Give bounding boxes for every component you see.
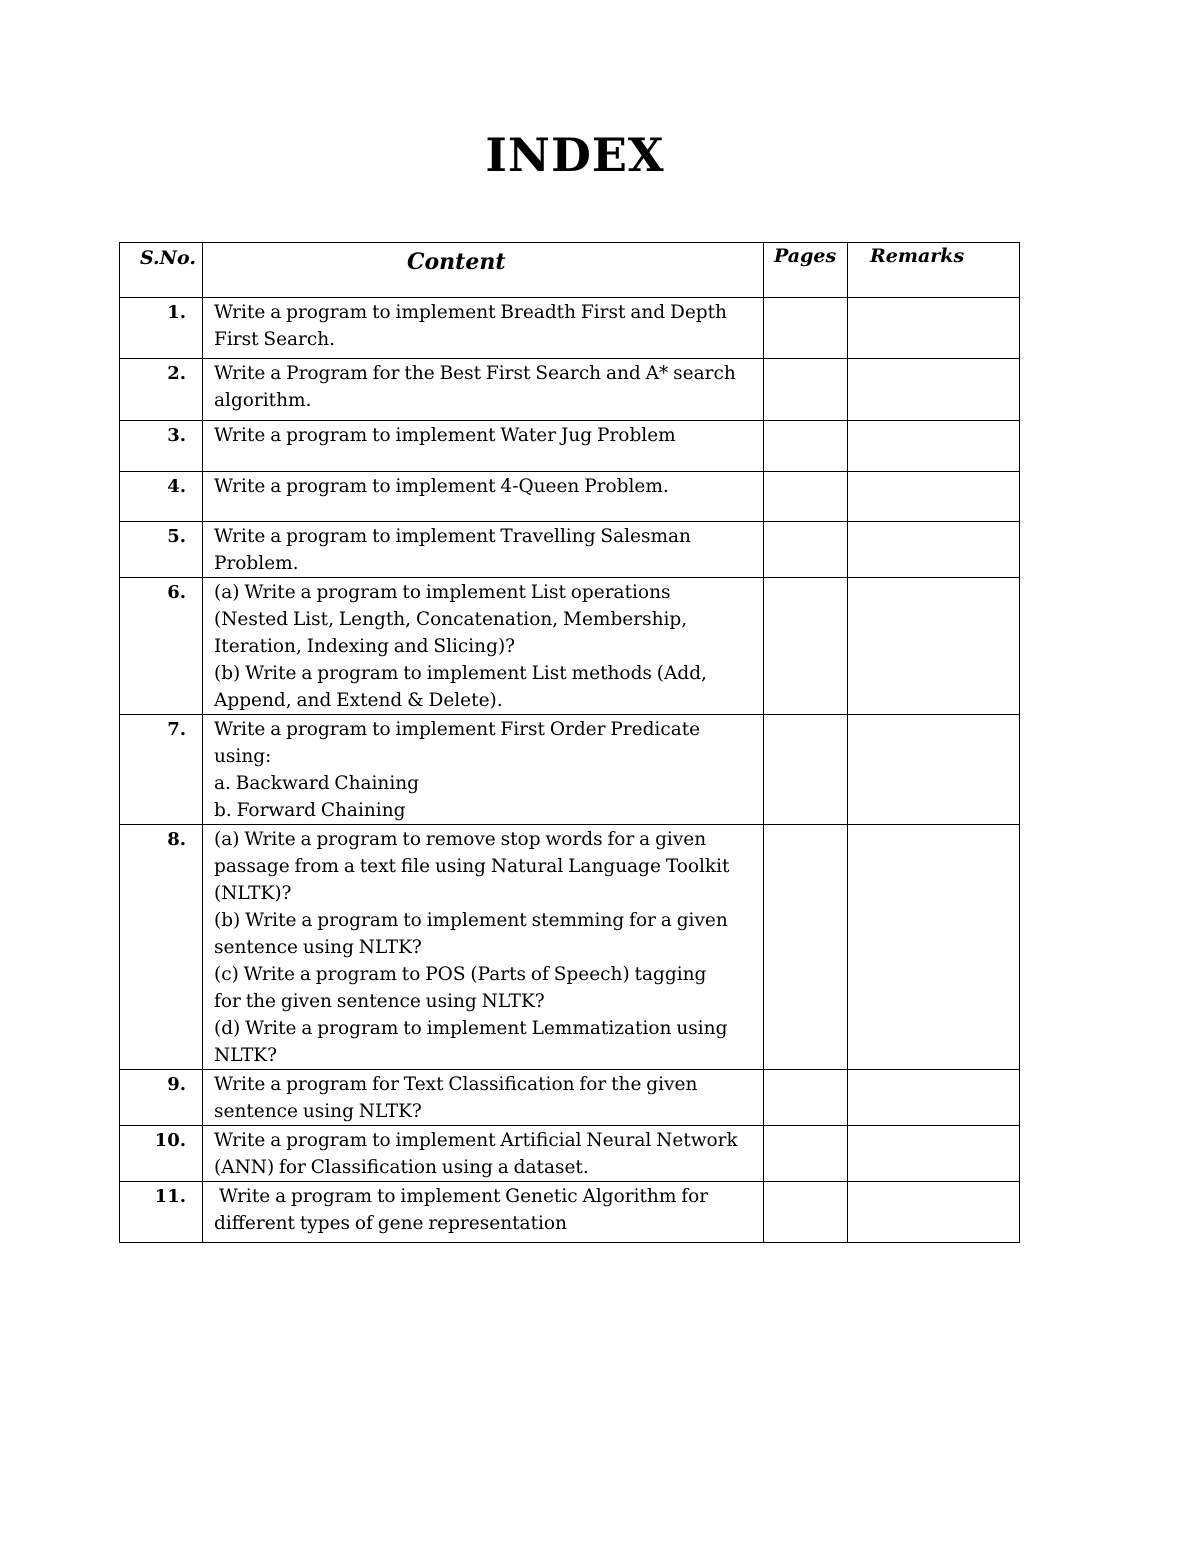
- row-number: 2.: [120, 359, 203, 421]
- row-pages: [764, 1070, 848, 1126]
- row-content: [203, 359, 764, 421]
- row-remarks: [848, 578, 1020, 715]
- row-content: [203, 522, 764, 578]
- row-content: [203, 421, 764, 472]
- table-row: [120, 825, 1020, 1070]
- header-sno: S.No.: [120, 243, 203, 298]
- index-table: [119, 242, 1020, 1243]
- row-pages: [764, 578, 848, 715]
- row-number: 9.: [120, 1070, 203, 1126]
- page-title: INDEX: [485, 128, 665, 182]
- row-pages: [764, 472, 848, 522]
- row-content: [203, 472, 764, 522]
- row-number: 7.: [120, 715, 203, 825]
- row-content: [203, 715, 764, 825]
- row-number: 10.: [120, 1126, 203, 1182]
- row-number: 11.: [120, 1182, 203, 1243]
- content-line: Write a program to implement Breadth First and Depth: [214, 302, 727, 323]
- content-line: (b) Write a program to implement stemming for a given: [214, 910, 728, 931]
- row-content: [203, 1126, 764, 1182]
- row-remarks: [848, 1182, 1020, 1243]
- table-row: [120, 578, 1020, 715]
- content-line: Write a program to implement 4-Queen Problem.: [214, 476, 669, 497]
- table-row: [120, 421, 1020, 472]
- table-header-row: [120, 243, 1020, 298]
- content-line: using:: [214, 746, 272, 767]
- content-line: Write a program to implement Water Jug Problem: [214, 425, 676, 446]
- row-remarks: [848, 472, 1020, 522]
- row-remarks: [848, 298, 1020, 359]
- row-pages: [764, 522, 848, 578]
- content-line: (a) Write a program to implement List operations: [214, 582, 671, 603]
- row-remarks: [848, 825, 1020, 1070]
- row-pages: [764, 825, 848, 1070]
- header-content: Content: [203, 243, 764, 298]
- content-line: Write a program to implement Travelling Salesman: [214, 526, 691, 547]
- content-line: (NLTK)?: [214, 883, 292, 904]
- row-number: 4.: [120, 472, 203, 522]
- content-line: NLTK?: [214, 1045, 278, 1066]
- content-line: Write a Program for the Best First Search and A* search: [214, 363, 736, 384]
- content-line: Write a program to implement Artificial Neural Network: [214, 1130, 738, 1151]
- table-row: [120, 1182, 1020, 1243]
- row-remarks: [848, 1070, 1020, 1126]
- header-pages: Pages: [764, 243, 848, 298]
- content-line: (Nested List, Length, Concatenation, Membership,: [214, 609, 688, 630]
- content-line: algorithm.: [214, 390, 312, 411]
- row-pages: [764, 715, 848, 825]
- table-row: [120, 1070, 1020, 1126]
- content-line: Write a program for Text Classification for the given: [214, 1074, 698, 1095]
- row-number: 5.: [120, 522, 203, 578]
- content-line: Problem.: [214, 553, 299, 574]
- row-remarks: [848, 421, 1020, 472]
- row-remarks: [848, 522, 1020, 578]
- row-content: [203, 298, 764, 359]
- row-number: 6.: [120, 578, 203, 715]
- row-remarks: [848, 715, 1020, 825]
- row-content: [203, 578, 764, 715]
- table-row: [120, 522, 1020, 578]
- row-number: 8.: [120, 825, 203, 1070]
- content-line: sentence using NLTK?: [214, 1101, 422, 1122]
- content-line: a. Backward Chaining: [214, 773, 420, 794]
- table-row: [120, 715, 1020, 825]
- table-row: [120, 472, 1020, 522]
- content-line: First Search.: [214, 329, 336, 350]
- row-remarks: [848, 1126, 1020, 1182]
- row-pages: [764, 1182, 848, 1243]
- content-line: for the given sentence using NLTK?: [214, 991, 545, 1012]
- table-row: [120, 359, 1020, 421]
- content-line: (d) Write a program to implement Lemmatization using: [214, 1018, 728, 1039]
- table-row: [120, 1126, 1020, 1182]
- content-line: Append, and Extend & Delete).: [214, 690, 503, 711]
- content-line: sentence using NLTK?: [214, 937, 422, 958]
- row-pages: [764, 359, 848, 421]
- row-content: [203, 1070, 764, 1126]
- content-line: Write a program to implement First Order Predicate: [214, 719, 701, 740]
- content-line: Iteration, Indexing and Slicing)?: [214, 636, 516, 657]
- row-pages: [764, 421, 848, 472]
- row-content: [203, 825, 764, 1070]
- content-line: different types of gene representation: [214, 1213, 567, 1234]
- row-number: 3.: [120, 421, 203, 472]
- content-line: Write a program to implement Genetic Algorithm for: [214, 1186, 709, 1207]
- table-row: [120, 298, 1020, 359]
- row-content: [203, 1182, 764, 1243]
- row-pages: [764, 1126, 848, 1182]
- content-line: (ANN) for Classification using a dataset.: [214, 1157, 589, 1178]
- header-remarks: Remarks: [848, 243, 1020, 298]
- content-line: b. Forward Chaining: [214, 800, 406, 821]
- content-line: (c) Write a program to POS (Parts of Speech) tagging: [214, 964, 707, 985]
- row-remarks: [848, 359, 1020, 421]
- content-line: passage from a text file using Natural Language Toolkit: [214, 856, 730, 877]
- row-number: 1.: [120, 298, 203, 359]
- row-pages: [764, 298, 848, 359]
- content-line: (a) Write a program to remove stop words for a given: [214, 829, 707, 850]
- table-body: [120, 298, 1020, 1243]
- content-line: (b) Write a program to implement List methods (Add,: [214, 663, 707, 684]
